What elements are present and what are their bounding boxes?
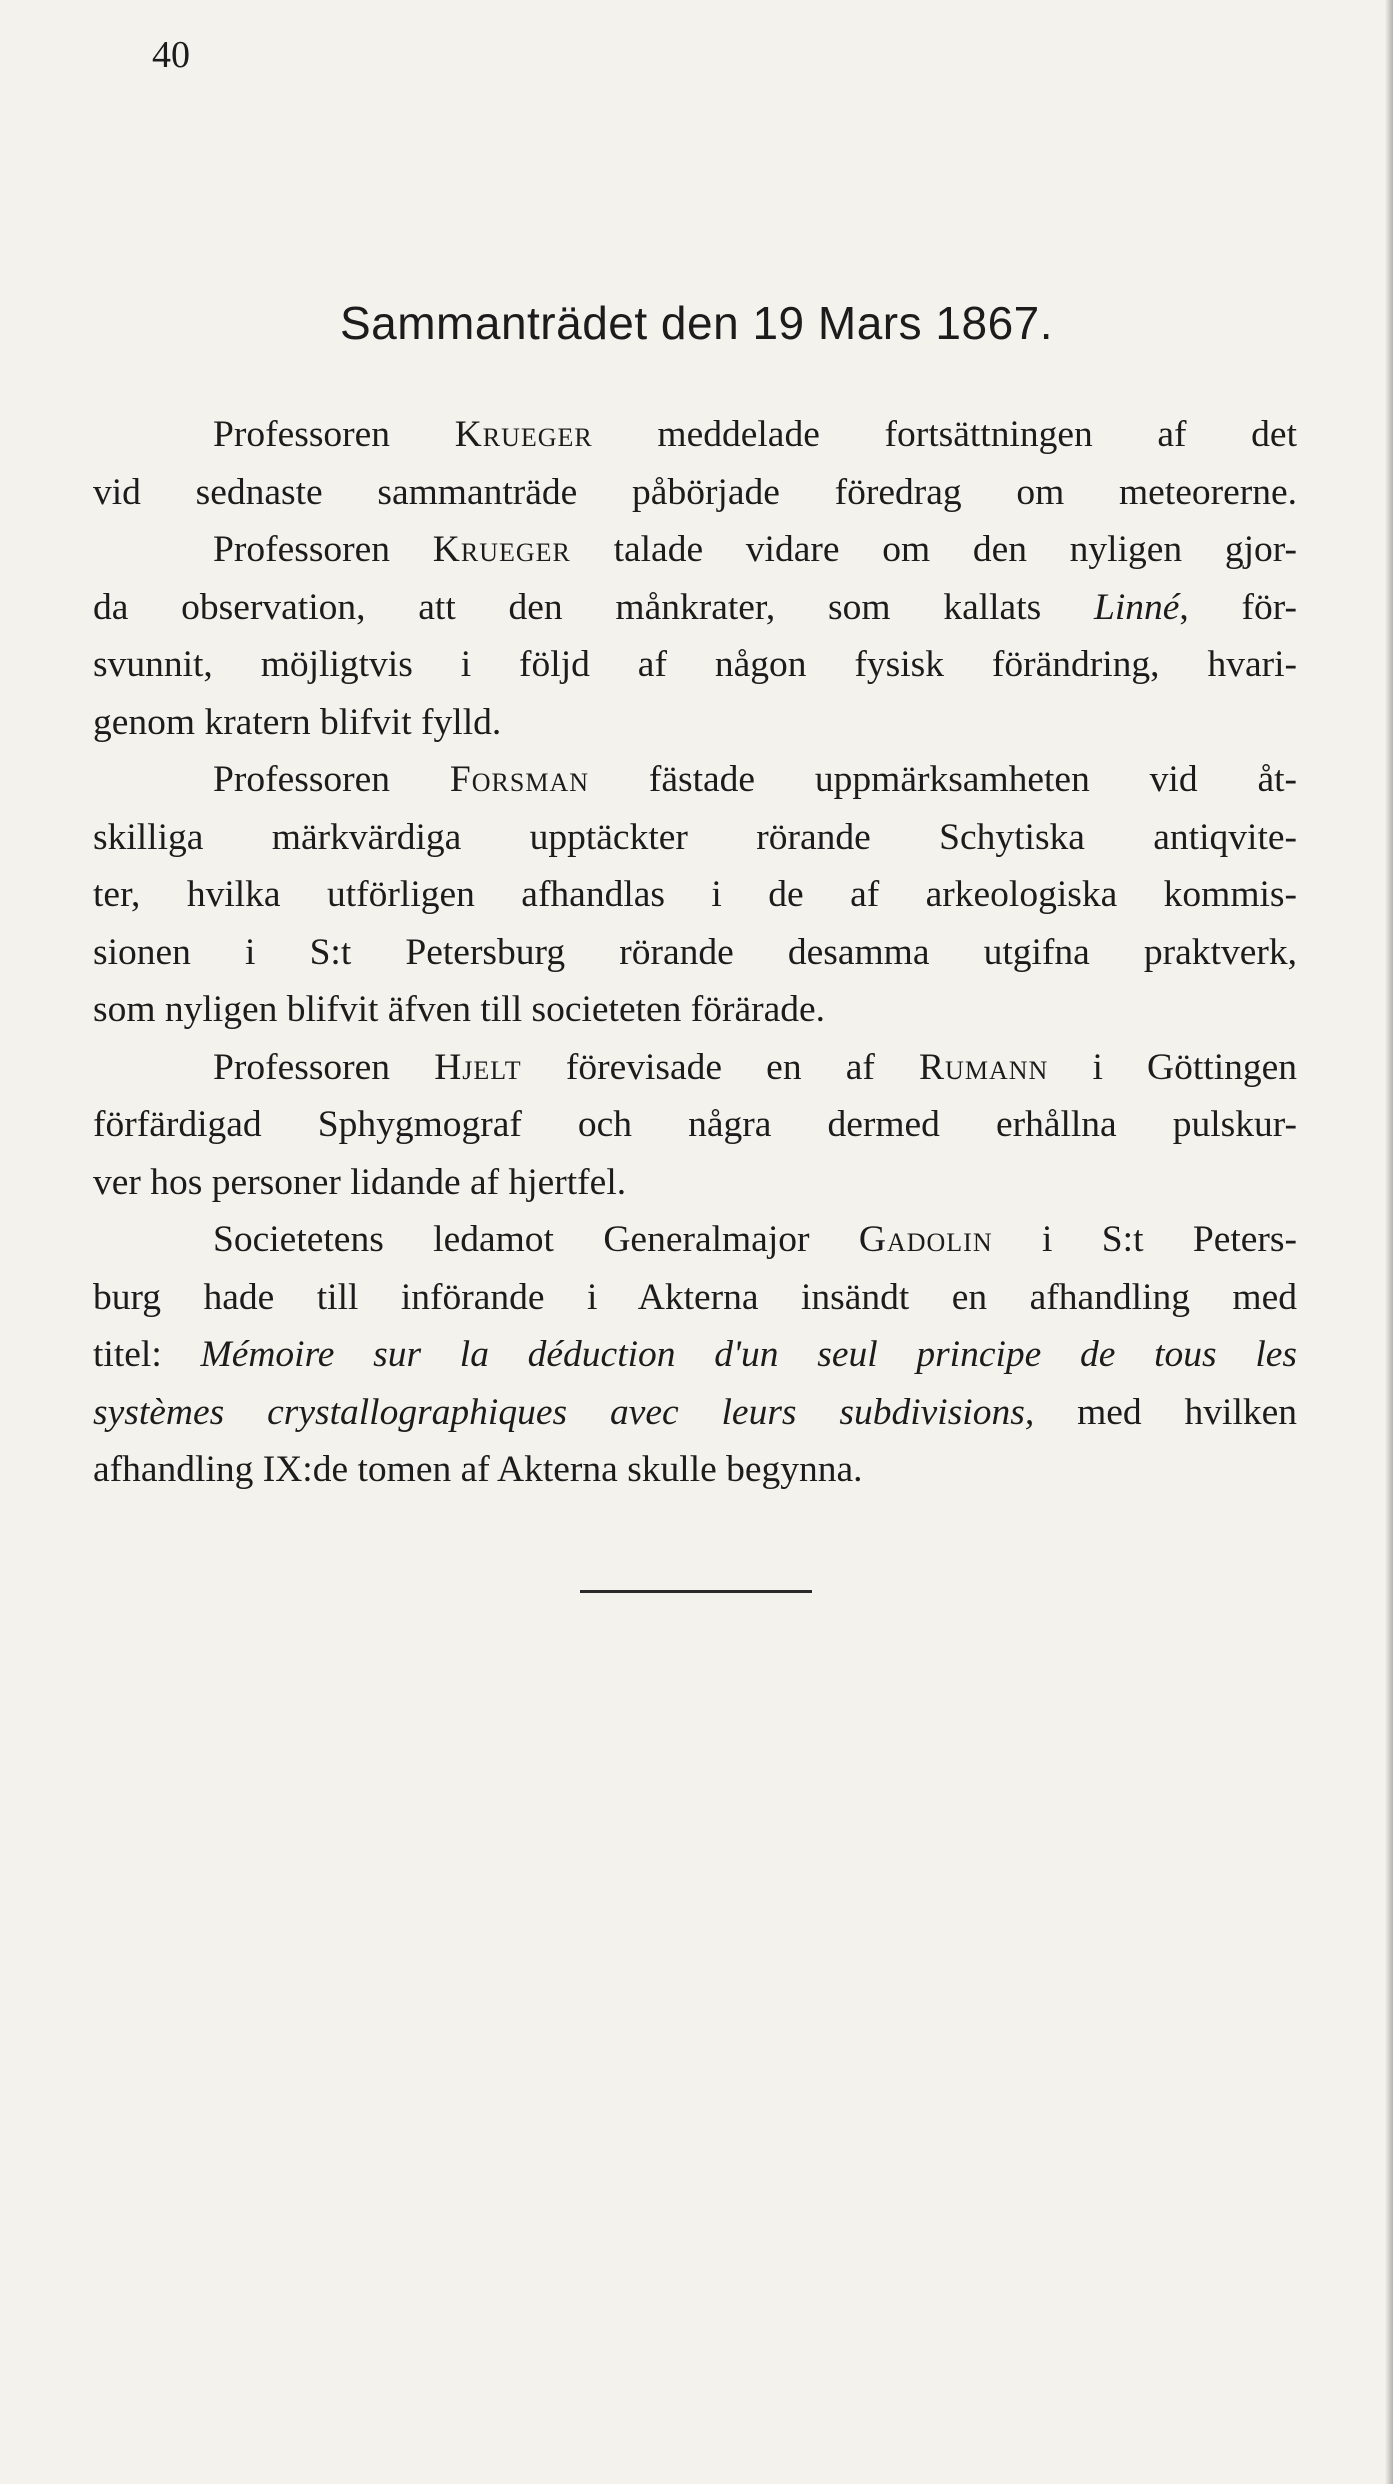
text-line <box>93 1326 1297 1384</box>
person-name: Hjelt <box>434 1046 522 1088</box>
text-run: burg hade till införande i Akterna insändt en afhandling med <box>93 1276 1297 1318</box>
text-line <box>93 1384 1297 1442</box>
text-line <box>93 521 1297 579</box>
text-line <box>93 1154 1297 1212</box>
page-number: 40 <box>152 34 190 76</box>
page-edge-shadow <box>1385 0 1393 2484</box>
text-line <box>93 1096 1297 1154</box>
text-run: med hvilken <box>1034 1391 1298 1433</box>
text-line <box>93 1039 1297 1097</box>
text-line <box>93 924 1297 982</box>
person-name: Krueger <box>432 529 571 570</box>
text-line <box>93 636 1297 694</box>
text-run: Professoren <box>213 759 450 800</box>
text-run: , för- <box>1179 586 1297 628</box>
text-run: som nyligen blifvit äfven till societeten förärade. <box>93 989 826 1030</box>
text-line <box>93 1211 1297 1269</box>
text-line <box>93 579 1297 637</box>
text-line <box>93 1269 1297 1327</box>
text-run: Professoren <box>213 529 433 570</box>
person-name: Forsman <box>449 759 590 800</box>
italic-text: Linné <box>1093 586 1180 628</box>
text-run: svunnit, möjligtvis i följd af någon fysisk förändring, hvari- <box>93 644 1297 685</box>
text-run: fästade uppmärksamheten vid åt- <box>589 759 1297 800</box>
person-name: Krueger <box>454 414 593 455</box>
person-name: Rumann <box>919 1046 1049 1088</box>
text-run: da observation, att den månkrater, som kallats <box>93 586 1094 628</box>
text-run: i S:t Peters- <box>992 1219 1298 1260</box>
page-heading: Sammanträdet den 19 Mars 1867. <box>339 297 1054 349</box>
text-line <box>93 809 1297 867</box>
text-line <box>93 694 1297 752</box>
text-run: Professoren <box>213 1046 435 1088</box>
text-run: genom kratern blifvit fylld. <box>93 701 502 743</box>
text-line <box>93 866 1297 924</box>
italic-text: Mémoire sur la déduction d'un seul principe de tous les <box>200 1334 1297 1375</box>
section-divider <box>580 1590 812 1593</box>
text-run: Professoren <box>213 414 455 455</box>
text-line <box>93 981 1297 1039</box>
italic-text: systèmes crystallographiques avec leurs subdivisions, <box>93 1391 1035 1433</box>
text-run: ter, hvilka utförligen afhandlas i de af arkeologiska kommis- <box>93 874 1297 915</box>
text-run: förevisade en af <box>521 1046 920 1088</box>
text-run: ver hos personer lidande af hjertfel. <box>93 1161 627 1203</box>
text-run: i Göttingen <box>1048 1046 1298 1088</box>
body-text <box>93 406 1297 1499</box>
text-run: förfärdigad Sphygmograf och några dermed erhållna pulskur- <box>93 1104 1297 1145</box>
text-run: afhandling IX:de tomen af Akterna skulle begynna. <box>93 1449 863 1490</box>
text-line <box>93 1441 1297 1499</box>
person-name: Gadolin <box>858 1219 993 1260</box>
text-run: titel: <box>93 1334 201 1375</box>
text-line <box>93 751 1297 809</box>
text-run: talade vidare om den nyligen gjor- <box>570 529 1298 570</box>
text-run: vid sednaste sammanträde påbörjade föredrag om meteorerne. <box>93 471 1297 513</box>
text-run: meddelade fortsättningen af det <box>592 414 1297 455</box>
text-line <box>93 406 1297 464</box>
text-run: skilliga märkvärdiga upptäckter rörande Schytiska antiqvite- <box>93 816 1297 858</box>
text-run: Societetens ledamot Generalmajor <box>213 1219 859 1260</box>
text-run: sionen i S:t Petersburg rörande desamma utgifna praktverk, <box>93 931 1297 973</box>
text-line <box>93 464 1297 522</box>
